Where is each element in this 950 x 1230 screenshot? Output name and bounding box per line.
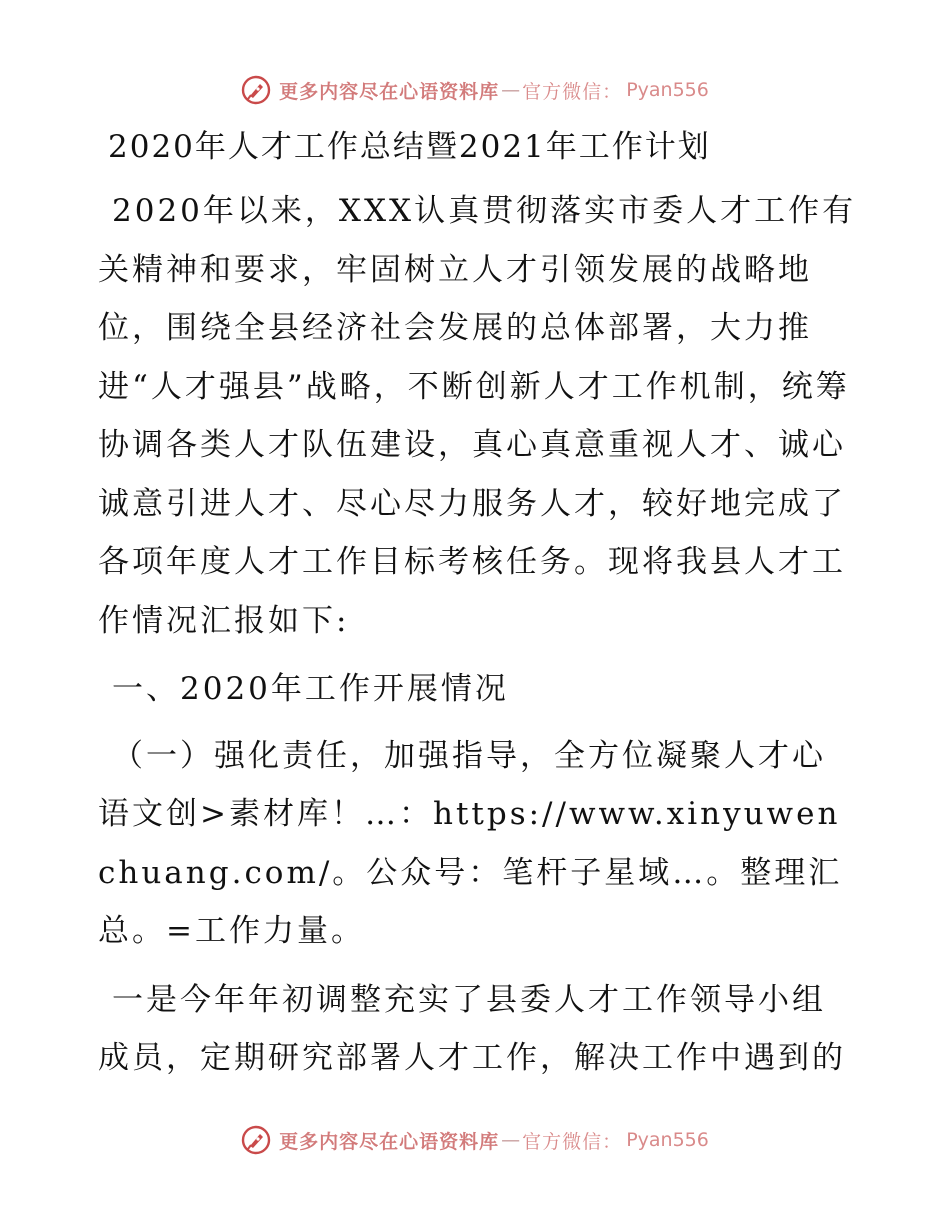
intro-paragraph: 2020年以来，XXX认真贯彻落实市委人才工作有关精神和要求，牢固树立人才引领发展的战略地位，围绕全县经济社会发展的总体部署，大力推进“人才强县”战略，不断创新人才工作机制，统筹协调各类人才队伍建设，真心真意重视人才、诚心诚意引进人才、尽心尽力服务人才，较好地完成了各项年度人才工作目标考核任务。现将我县人才工作情况汇报如下: (98, 193, 857, 639)
watermark-dash: — (501, 1129, 521, 1151)
section-heading: 一、2020年工作开展情况 (112, 671, 509, 707)
watermark-sub-text: 官方微信： (522, 80, 623, 103)
body-paragraph: 一是今年年初调整充实了县委人才工作领导小组成员，定期研究部署人才工作，解决工作中遇到的 (98, 981, 846, 1076)
subsection-paragraph: （一）强化责任，加强指导，全方位凝聚人才心语文创>素材库！…：https://www.xinyuwenchuang.com/。公众号：笔杆子星域…。整理汇总。=工作力量。 (98, 737, 843, 949)
watermark-wechat-id: Pyan556 (626, 1129, 709, 1151)
footer-watermark (0, 1120, 950, 1160)
watermark-dash: — (501, 79, 521, 101)
pen-nib-logo-icon (241, 1125, 271, 1155)
watermark-main-text: 更多内容尽在心语资料库 (279, 1130, 500, 1153)
document-body (98, 118, 858, 1098)
watermark-main-text: 更多内容尽在心语资料库 (279, 80, 500, 103)
document-title: 2020年人才工作总结暨2021年工作计划 (108, 129, 711, 165)
pen-nib-logo-icon (241, 75, 271, 105)
watermark-wechat-id: Pyan556 (626, 79, 709, 101)
header-watermark (0, 70, 950, 110)
watermark-sub-text: 官方微信： (522, 1130, 623, 1153)
